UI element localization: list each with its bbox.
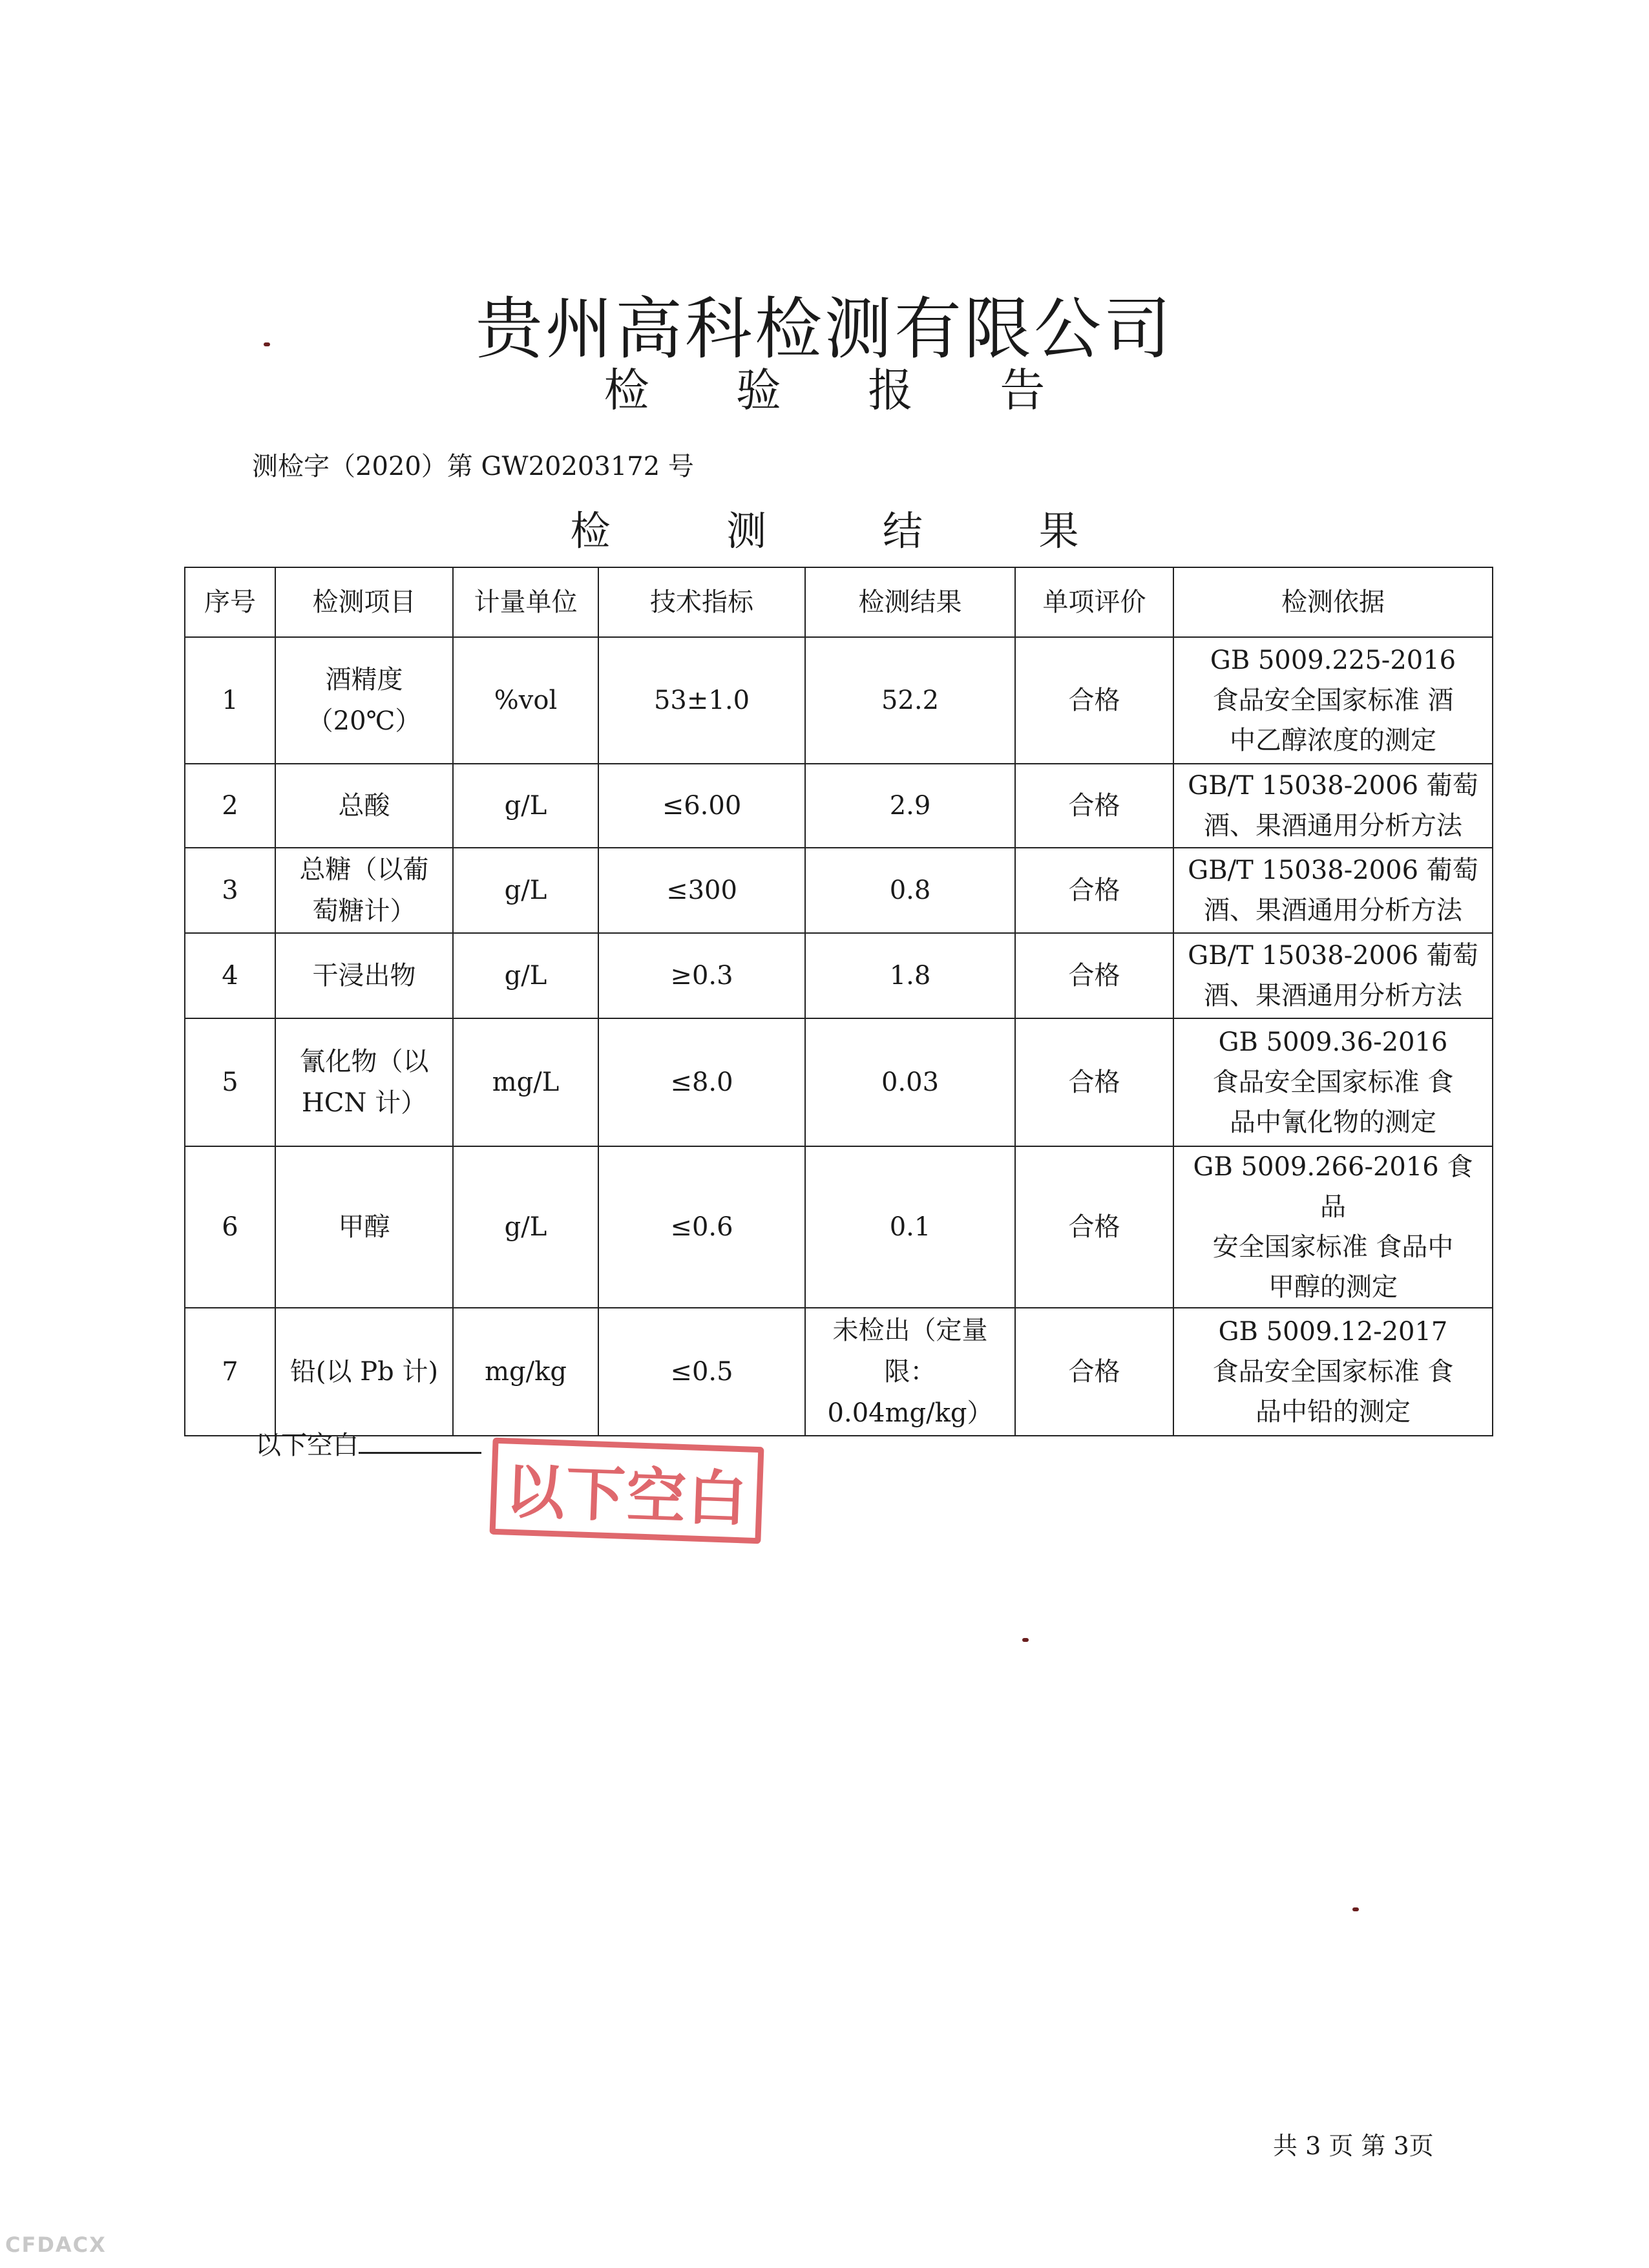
unit-cell: g/L	[453, 848, 598, 933]
test-item-line: 甲醇	[338, 1212, 390, 1242]
test-item-line: 干浸出物	[312, 961, 416, 991]
table-row	[185, 933, 1493, 1018]
column-header: 检测结果	[805, 567, 1015, 637]
report-number: 测检字（2020）第 GW20203172 号	[252, 452, 694, 481]
result-line: 1.8	[889, 961, 931, 991]
unit-cell: %vol	[453, 637, 598, 764]
result-line: 2.9	[889, 791, 931, 821]
test-basis-line: GB 5009.36-2016	[1218, 1027, 1448, 1057]
test-basis-line: GB/T 15038-2006 葡萄	[1188, 941, 1478, 971]
test-basis-cell	[1173, 637, 1493, 764]
test-item-line: HCN 计）	[301, 1088, 427, 1118]
blank-below-note	[255, 1425, 481, 1462]
test-basis-line: GB 5009.12-2017	[1218, 1317, 1448, 1347]
test-item-cell	[275, 764, 453, 848]
result-cell	[805, 764, 1015, 848]
table-row	[185, 848, 1493, 933]
test-basis-line: GB 5009.225-2016	[1210, 646, 1456, 675]
unit-cell: mg/kg	[453, 1308, 598, 1436]
result-cell	[805, 1146, 1015, 1308]
test-basis-cell	[1173, 1018, 1493, 1146]
test-basis-cell	[1173, 1146, 1493, 1308]
blank-underline	[359, 1427, 481, 1454]
result-cell	[805, 1018, 1015, 1146]
test-basis-cell	[1173, 848, 1493, 933]
test-basis-line: 品中铅的测定	[1255, 1397, 1411, 1427]
table-row	[185, 1146, 1493, 1308]
stamp-text: 以下空白	[503, 1456, 750, 1535]
column-header: 序号	[185, 567, 275, 637]
specification-cell: ≤0.5	[598, 1308, 805, 1436]
specification-cell: ≥0.3	[598, 933, 805, 1018]
test-item-line: （20℃）	[307, 706, 421, 736]
unit-cell: mg/L	[453, 1018, 598, 1146]
test-item-cell	[275, 1146, 453, 1308]
scan-speck	[264, 342, 270, 346]
test-item-cell	[275, 637, 453, 764]
blank-below-stamp	[490, 1438, 764, 1544]
test-basis-cell	[1173, 1308, 1493, 1436]
scan-speck	[1352, 1907, 1359, 1911]
test-basis-line: GB 5009.266-2016 食品	[1193, 1152, 1473, 1222]
evaluation-cell: 合格	[1015, 933, 1173, 1018]
test-basis-line: 酒、果酒通用分析方法	[1204, 981, 1462, 1011]
section-title: 检 测 结 果	[570, 507, 1131, 554]
scan-speck	[1022, 1638, 1029, 1642]
blank-below-label: 以下空白	[255, 1431, 359, 1460]
test-basis-line: GB/T 15038-2006 葡萄	[1188, 771, 1478, 801]
test-basis-line: 食品安全国家标准 食	[1212, 1357, 1454, 1387]
table-row	[185, 637, 1493, 764]
column-header: 检测项目	[275, 567, 453, 637]
result-line: 未检出（定量	[832, 1316, 988, 1345]
watermark-text: CFDACX	[5, 2232, 107, 2257]
specification-cell: ≤6.00	[598, 764, 805, 848]
page-counter: 共 3 页 第 3页	[1273, 2132, 1434, 2160]
row-number-cell: 1	[185, 637, 275, 764]
test-basis-line: GB/T 15038-2006 葡萄	[1188, 856, 1478, 885]
result-cell	[805, 637, 1015, 764]
result-cell	[805, 933, 1015, 1018]
specification-cell: 53±1.0	[598, 637, 805, 764]
evaluation-cell: 合格	[1015, 1308, 1173, 1436]
test-item-cell	[275, 1018, 453, 1146]
test-item-cell	[275, 1308, 453, 1436]
column-header: 技术指标	[598, 567, 805, 637]
test-basis-line: 中乙醇浓度的测定	[1230, 726, 1436, 755]
row-number-cell: 4	[185, 933, 275, 1018]
result-line: 52.2	[881, 686, 940, 715]
company-name: 贵州高科检测有限公司	[475, 289, 1173, 368]
column-header: 检测依据	[1173, 567, 1493, 637]
test-item-line: 萄糖计）	[312, 896, 416, 926]
result-line: 0.8	[889, 876, 931, 905]
test-basis-line: 安全国家标准 食品中	[1212, 1232, 1454, 1262]
row-number-cell: 6	[185, 1146, 275, 1308]
row-number-cell: 5	[185, 1018, 275, 1146]
table-row	[185, 764, 1493, 848]
evaluation-cell: 合格	[1015, 1018, 1173, 1146]
table-row	[185, 1308, 1493, 1436]
column-header: 单项评价	[1015, 567, 1173, 637]
evaluation-cell: 合格	[1015, 848, 1173, 933]
result-cell	[805, 1308, 1015, 1436]
test-item-cell	[275, 848, 453, 933]
row-number-cell: 7	[185, 1308, 275, 1436]
table-row	[185, 1018, 1493, 1146]
test-basis-cell	[1173, 933, 1493, 1018]
test-item-line: 总酸	[338, 791, 390, 821]
test-item-cell	[275, 933, 453, 1018]
test-basis-line: 酒、果酒通用分析方法	[1204, 811, 1462, 841]
result-line: 0.1	[889, 1212, 931, 1242]
result-line: 0.03	[881, 1067, 940, 1097]
unit-cell: g/L	[453, 933, 598, 1018]
test-item-line: 总糖（以葡	[299, 855, 429, 885]
evaluation-cell: 合格	[1015, 1146, 1173, 1308]
test-basis-cell	[1173, 764, 1493, 848]
row-number-cell: 3	[185, 848, 275, 933]
results-table	[184, 567, 1493, 1436]
test-item-line: 氰化物（以	[299, 1047, 429, 1076]
result-cell	[805, 848, 1015, 933]
unit-cell: g/L	[453, 1146, 598, 1308]
column-header: 计量单位	[453, 567, 598, 637]
test-item-line: 铅(以 Pb 计)	[289, 1357, 439, 1387]
table-header-row	[185, 567, 1493, 637]
report-title: 检 验 报 告	[604, 364, 1082, 417]
row-number-cell: 2	[185, 764, 275, 848]
test-basis-line: 品中氰化物的测定	[1230, 1108, 1436, 1137]
test-basis-line: 食品安全国家标准 食	[1212, 1067, 1454, 1097]
specification-cell: ≤0.6	[598, 1146, 805, 1308]
test-basis-line: 食品安全国家标准 酒	[1212, 686, 1454, 715]
specification-cell: ≤8.0	[598, 1018, 805, 1146]
unit-cell: g/L	[453, 764, 598, 848]
test-basis-line: 酒、果酒通用分析方法	[1204, 896, 1462, 925]
test-basis-line: 甲醇的测定	[1268, 1272, 1398, 1302]
result-line: 限：0.04mg/kg）	[827, 1357, 993, 1428]
test-item-line: 酒精度	[325, 665, 403, 695]
evaluation-cell: 合格	[1015, 764, 1173, 848]
specification-cell: ≤300	[598, 848, 805, 933]
evaluation-cell: 合格	[1015, 637, 1173, 764]
